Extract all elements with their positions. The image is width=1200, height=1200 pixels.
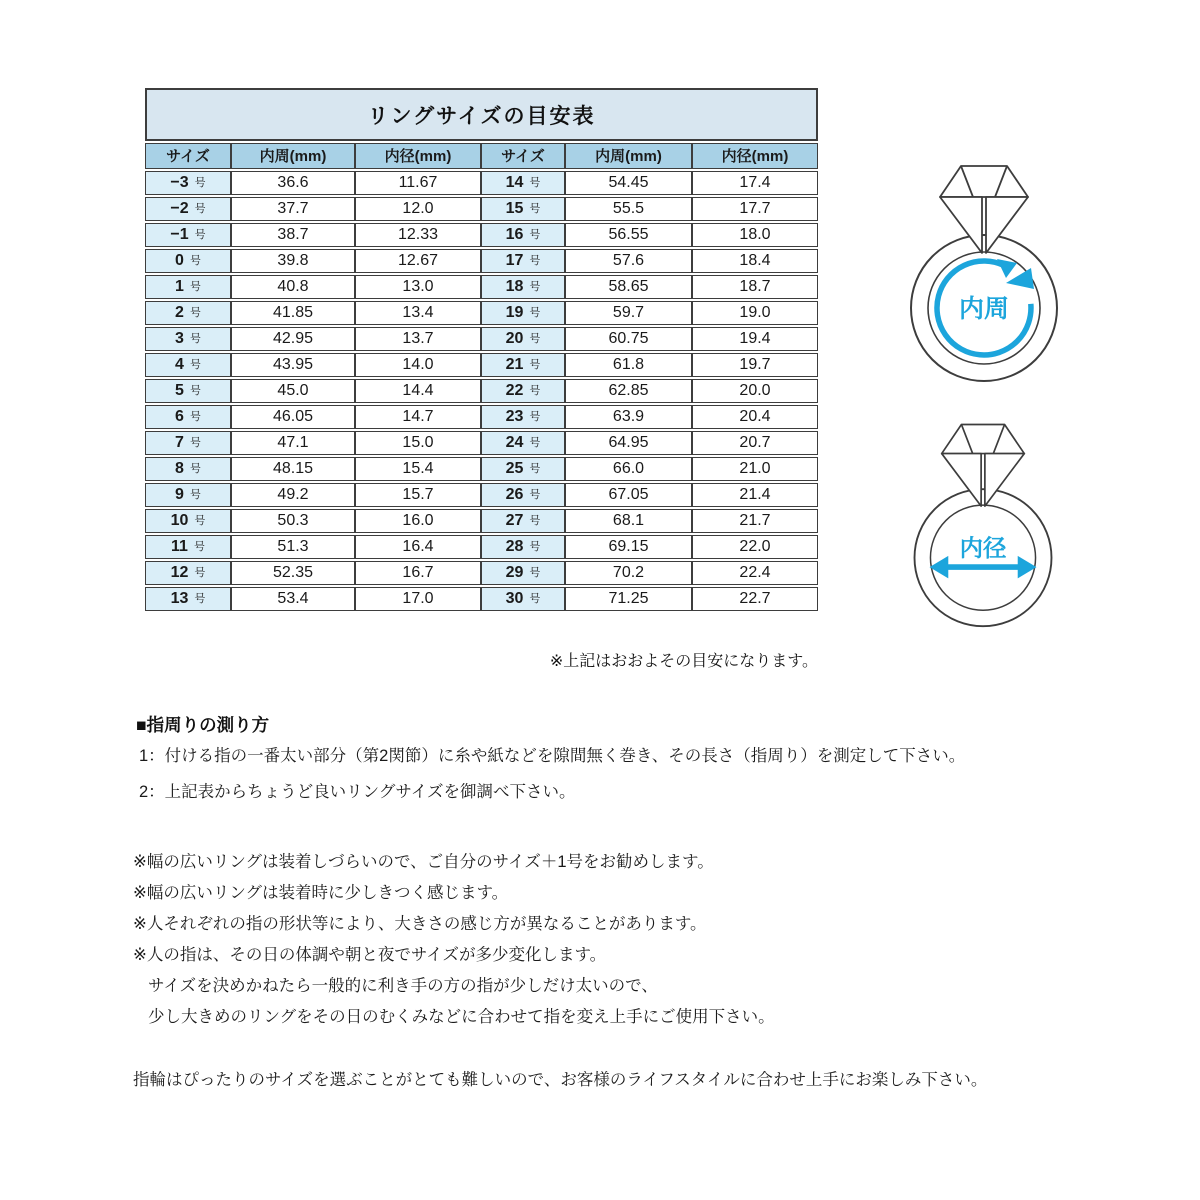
note-line: サイズを決めかねたら一般的に利き手の方の指が少しだけ太いので、 <box>148 977 658 995</box>
table-row <box>145 587 818 611</box>
size-cell: 11 号 <box>145 535 231 559</box>
value-cell: 13.7 <box>355 327 481 351</box>
ring-size-table <box>145 88 818 613</box>
size-cell: 27 号 <box>481 509 565 533</box>
table-row <box>145 561 818 585</box>
size-cell: 23 号 <box>481 405 565 429</box>
value-cell: 15.4 <box>355 457 481 481</box>
value-cell: 71.25 <box>565 587 692 611</box>
measuring-step-2: 2：上記表からちょうど良いリングサイズを御調べ下さい。 <box>139 783 576 802</box>
size-cell: −1 号 <box>145 223 231 247</box>
value-cell: 58.65 <box>565 275 692 299</box>
value-cell: 47.1 <box>231 431 355 455</box>
value-cell: 51.3 <box>231 535 355 559</box>
size-cell: 5 号 <box>145 379 231 403</box>
value-cell: 12.0 <box>355 197 481 221</box>
value-cell: 13.0 <box>355 275 481 299</box>
table-row <box>145 535 818 559</box>
value-cell: 38.7 <box>231 223 355 247</box>
size-cell: 18 号 <box>481 275 565 299</box>
value-cell: 20.0 <box>692 379 818 403</box>
size-cell: 0 号 <box>145 249 231 273</box>
header-diameter-left: 内径(mm) <box>355 143 481 169</box>
value-cell: 21.0 <box>692 457 818 481</box>
value-cell: 57.6 <box>565 249 692 273</box>
value-cell: 14.4 <box>355 379 481 403</box>
size-cell: 2 号 <box>145 301 231 325</box>
value-cell: 13.4 <box>355 301 481 325</box>
value-cell: 19.4 <box>692 327 818 351</box>
header-circumference-left: 内周(mm) <box>231 143 355 169</box>
size-cell: 4 号 <box>145 353 231 377</box>
size-cell: 21 号 <box>481 353 565 377</box>
size-cell: 6 号 <box>145 405 231 429</box>
value-cell: 67.05 <box>565 483 692 507</box>
value-cell: 19.7 <box>692 353 818 377</box>
value-cell: 12.67 <box>355 249 481 273</box>
value-cell: 18.0 <box>692 223 818 247</box>
table-row <box>145 275 818 299</box>
ring-inner-circumference-diagram <box>903 156 1065 386</box>
measuring-step-1: 1：付ける指の一番太い部分（第2関節）に糸や紙などを隙間無く巻き、その長さ（指周り）を測定して下さい。 <box>139 747 966 765</box>
note-line: ※幅の広いリングは装着しづらいので、ご自分のサイズ＋1号をお勧めします。 <box>133 853 714 871</box>
table-row <box>145 327 818 351</box>
value-cell: 45.0 <box>231 379 355 403</box>
value-cell: 43.95 <box>231 353 355 377</box>
size-cell: 7 号 <box>145 431 231 455</box>
value-cell: 36.6 <box>231 171 355 195</box>
size-cell: 29 号 <box>481 561 565 585</box>
header-size-left: サイズ <box>145 143 231 169</box>
measuring-steps <box>139 748 1039 821</box>
table-row <box>145 509 818 533</box>
size-cell: 16 号 <box>481 223 565 247</box>
size-cell: 14 号 <box>481 171 565 195</box>
table-footnote: ※上記はおおよその目安になります。 <box>549 653 818 670</box>
table-row <box>145 223 818 247</box>
size-cell: 3 号 <box>145 327 231 351</box>
table-row <box>145 405 818 429</box>
value-cell: 14.0 <box>355 353 481 377</box>
table-row <box>145 197 818 221</box>
value-cell: 52.35 <box>231 561 355 585</box>
header-size-right: サイズ <box>481 143 565 169</box>
value-cell: 16.7 <box>355 561 481 585</box>
value-cell: 20.7 <box>692 431 818 455</box>
value-cell: 37.7 <box>231 197 355 221</box>
value-cell: 41.85 <box>231 301 355 325</box>
size-cell: 22 号 <box>481 379 565 403</box>
note-line: 少し大きめのリングをその日のむくみなどに合わせて指を変え上手にご使用下さい。 <box>148 1008 775 1026</box>
table-title: リングサイズの目安表 <box>145 88 818 141</box>
value-cell: 62.85 <box>565 379 692 403</box>
value-cell: 19.0 <box>692 301 818 325</box>
value-cell: 50.3 <box>231 509 355 533</box>
table-header-row <box>145 143 818 169</box>
value-cell: 64.95 <box>565 431 692 455</box>
value-cell: 20.4 <box>692 405 818 429</box>
table-row <box>145 249 818 273</box>
size-cell: 17 号 <box>481 249 565 273</box>
value-cell: 68.1 <box>565 509 692 533</box>
table-row <box>145 353 818 377</box>
header-circumference-right: 内周(mm) <box>565 143 692 169</box>
inner-diameter-label: 内径 <box>959 534 1007 561</box>
table-row <box>145 379 818 403</box>
value-cell: 59.7 <box>565 301 692 325</box>
value-cell: 22.0 <box>692 535 818 559</box>
size-cell: −3 号 <box>145 171 231 195</box>
table-row <box>145 483 818 507</box>
size-cell: 19 号 <box>481 301 565 325</box>
value-cell: 39.8 <box>231 249 355 273</box>
header-diameter-right: 内径(mm) <box>692 143 818 169</box>
size-cell: 8 号 <box>145 457 231 481</box>
value-cell: 53.4 <box>231 587 355 611</box>
value-cell: 12.33 <box>355 223 481 247</box>
size-cell: 24 号 <box>481 431 565 455</box>
value-cell: 21.4 <box>692 483 818 507</box>
value-cell: 63.9 <box>565 405 692 429</box>
size-cell: 30 号 <box>481 587 565 611</box>
size-cell: 9 号 <box>145 483 231 507</box>
value-cell: 49.2 <box>231 483 355 507</box>
table-body <box>145 171 818 611</box>
note-line: ※幅の広いリングは装着時に少しきつく感じます。 <box>133 884 509 902</box>
size-cell: 26 号 <box>481 483 565 507</box>
size-cell: 10 号 <box>145 509 231 533</box>
value-cell: 15.0 <box>355 431 481 455</box>
value-cell: 61.8 <box>565 353 692 377</box>
table-row <box>145 457 818 481</box>
size-notes <box>133 847 1053 1033</box>
value-cell: 22.4 <box>692 561 818 585</box>
value-cell: 15.7 <box>355 483 481 507</box>
value-cell: 17.7 <box>692 197 818 221</box>
value-cell: 21.7 <box>692 509 818 533</box>
inner-circumference-label: 内周 <box>958 295 1010 323</box>
value-cell: 16.0 <box>355 509 481 533</box>
note-line: ※人の指は、その日の体調や朝と夜でサイズが多少変化します。 <box>133 946 607 964</box>
size-cell: 20 号 <box>481 327 565 351</box>
closing-note: 指輪はぴったりのサイズを選ぶことがとても難しいので、お客様のライフスタイルに合わせ上手にお楽しみ下さい。 <box>133 1071 988 1089</box>
measuring-heading: ■指周りの測り方 <box>136 715 270 735</box>
table-row <box>145 301 818 325</box>
value-cell: 17.0 <box>355 587 481 611</box>
note-line: ※人それぞれの指の形状等により、大きさの感じ方が異なることがあります。 <box>133 915 707 933</box>
value-cell: 54.45 <box>565 171 692 195</box>
value-cell: 18.4 <box>692 249 818 273</box>
value-cell: 16.4 <box>355 535 481 559</box>
value-cell: 69.15 <box>565 535 692 559</box>
table-row <box>145 171 818 195</box>
value-cell: 48.15 <box>231 457 355 481</box>
value-cell: 46.05 <box>231 405 355 429</box>
value-cell: 70.2 <box>565 561 692 585</box>
size-cell: 15 号 <box>481 197 565 221</box>
table-row <box>145 431 818 455</box>
value-cell: 42.95 <box>231 327 355 351</box>
value-cell: 66.0 <box>565 457 692 481</box>
size-cell: 25 号 <box>481 457 565 481</box>
value-cell: 11.67 <box>355 171 481 195</box>
value-cell: 17.4 <box>692 171 818 195</box>
value-cell: 55.5 <box>565 197 692 221</box>
value-cell: 22.7 <box>692 587 818 611</box>
size-cell: −2 号 <box>145 197 231 221</box>
size-cell: 1 号 <box>145 275 231 299</box>
value-cell: 18.7 <box>692 275 818 299</box>
value-cell: 40.8 <box>231 275 355 299</box>
value-cell: 56.55 <box>565 223 692 247</box>
size-cell: 28 号 <box>481 535 565 559</box>
value-cell: 14.7 <box>355 405 481 429</box>
size-cell: 13 号 <box>145 587 231 611</box>
value-cell: 60.75 <box>565 327 692 351</box>
size-cell: 12 号 <box>145 561 231 585</box>
ring-inner-diameter-diagram <box>907 415 1059 631</box>
